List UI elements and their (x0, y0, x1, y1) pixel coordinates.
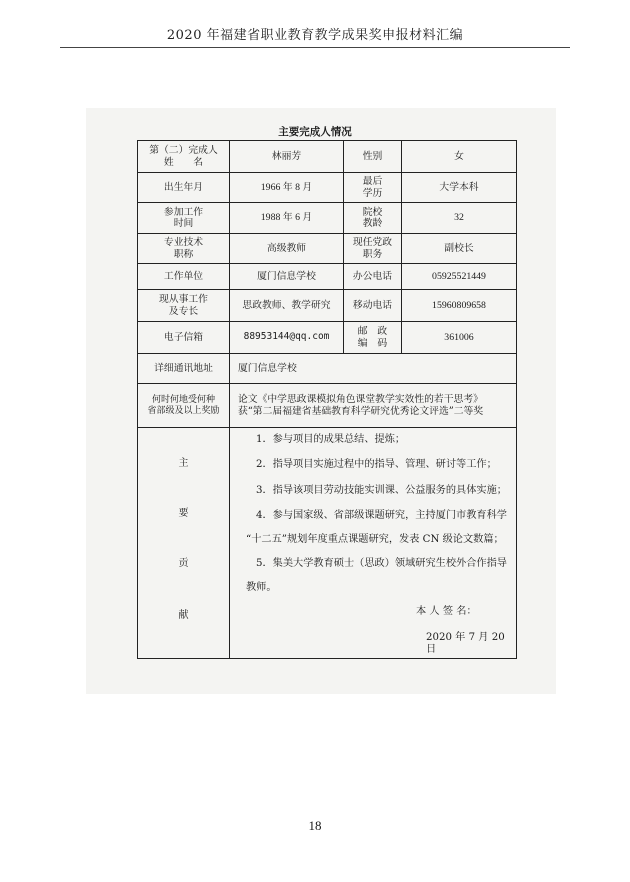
row-work-start (138, 203, 517, 234)
value-position: 副校长 (402, 234, 517, 264)
value-awards: 论文《中学思政课模拟角色课堂教学实效性的若干思考》获“第二届福建省基础教育科学研究优秀论文评选”二等奖 (230, 384, 517, 428)
value-work-start: 1988 年 6 月 (230, 203, 344, 234)
row-birth (138, 173, 517, 203)
contribution-item: 4．参与国家级、省部级课题研究，主持厦门市教育科学 (256, 510, 507, 521)
value-office-phone: 05925521449 (402, 264, 517, 290)
value-email: 88953144@qq.com (230, 322, 344, 354)
label-mobile-phone: 移动电话 (344, 290, 402, 322)
value-birth: 1966 年 8 月 (230, 173, 344, 203)
page-number: 18 (308, 818, 322, 833)
contribution-item: 3．指导该项目劳动技能实训课、公益服务的具体实施； (256, 485, 507, 496)
contribution-content-cell (230, 428, 517, 659)
label-position: 现任党政 职务 (344, 234, 402, 264)
label-email: 电子信箱 (138, 322, 230, 354)
signature-label: 本 人 签 名： (416, 606, 477, 617)
value-professional-title: 高级教师 (230, 234, 344, 264)
row-contribution (138, 428, 517, 659)
label-professional-title: 专业技术 职称 (138, 234, 230, 264)
label-work-unit: 工作单位 (138, 264, 230, 290)
label-awards: 何时何地受何种 省部级及以上奖励 (138, 384, 230, 428)
contribution-item: 1．参与项目的成果总结、提炼； (256, 434, 406, 445)
side-label-char-1: 主 (178, 458, 189, 469)
label-gender: 性别 (344, 141, 402, 173)
row-unit (138, 264, 517, 290)
label-office-phone: 办公电话 (344, 264, 402, 290)
value-name: 林丽芳 (230, 141, 344, 173)
contribution-side-cell (138, 428, 230, 659)
label-specialty: 现从事工作 及专长 (138, 290, 230, 322)
label-teaching-years: 院校 教龄 (344, 203, 402, 234)
value-gender: 女 (402, 141, 517, 173)
label-work-start: 参加工作 时间 (138, 203, 230, 234)
label-birth: 出生年月 (138, 173, 230, 203)
contribution-item: 5．集美大学教育硕士（思政）领域研究生校外合作指导 (256, 558, 507, 569)
label-name: 第（二）完成人 姓 名 (138, 141, 230, 173)
contribution-item: “十二五”规划年度重点课题研究，发表 CN 级论文数篇； (246, 534, 504, 545)
row-name (138, 141, 517, 173)
label-address: 详细通讯地址 (138, 354, 230, 384)
value-address: 厦门信息学校 (230, 354, 517, 384)
label-postal-code: 邮 政 编 码 (344, 322, 402, 354)
row-specialty (138, 290, 517, 322)
running-header: 2020 年福建省职业教育教学成果奖申报材料汇编 (166, 28, 464, 43)
value-postal-code: 361006 (402, 322, 517, 354)
value-work-unit: 厦门信息学校 (230, 264, 344, 290)
value-teaching-years: 32 (402, 203, 517, 234)
row-awards (138, 384, 517, 428)
contribution-item: 教师。 (246, 582, 277, 593)
side-label-char-4: 献 (178, 610, 189, 621)
form-title: 主要完成人情况 (278, 126, 352, 138)
signature-date: 2020 年 7 月 20 日 (426, 632, 505, 655)
value-mobile-phone: 15960809658 (402, 290, 517, 322)
side-label-char-3: 贡 (178, 558, 189, 569)
row-email (138, 322, 517, 354)
label-education: 最后 学历 (344, 173, 402, 203)
header-rule (60, 47, 570, 48)
value-education: 大学本科 (402, 173, 517, 203)
value-specialty: 思政教师、教学研究 (230, 290, 344, 322)
contribution-item: 2．指导项目实施过程中的指导、管理、研讨等工作； (256, 459, 497, 470)
row-address (138, 354, 517, 384)
side-label-char-2: 要 (178, 508, 189, 519)
row-title (138, 234, 517, 264)
personnel-form-table (137, 140, 517, 659)
